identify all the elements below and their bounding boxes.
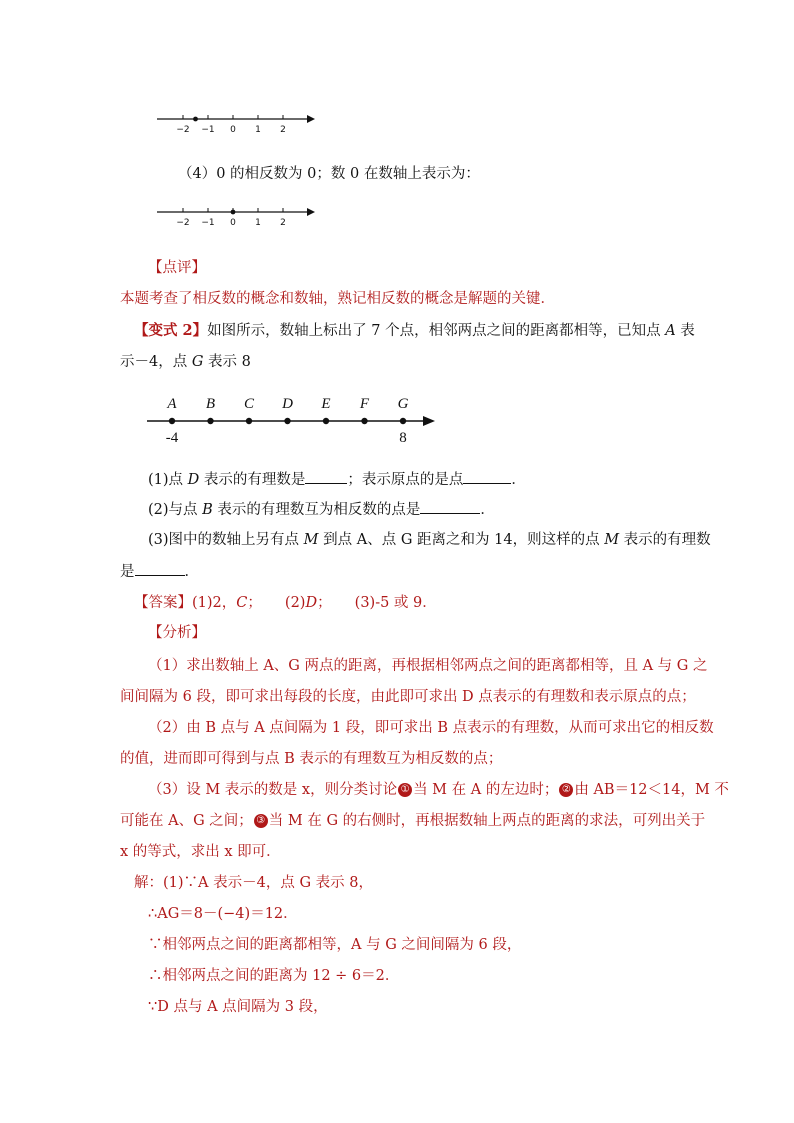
tick-label: 1	[255, 125, 261, 135]
point-f	[361, 418, 367, 424]
answer-tag: 【答案】	[134, 595, 192, 611]
q1-blank1[interactable]	[305, 469, 347, 484]
point-value-a: -4	[165, 430, 179, 446]
solution-5: ∵D 点与 A 点间隔为 3 段，	[148, 999, 328, 1015]
q3-b: 到点 A、点 G 距离之和为 14，则这样的点	[318, 532, 605, 548]
q2-blank[interactable]	[420, 499, 480, 514]
point-label-f: F	[359, 396, 370, 412]
solution-1: 解：(1)∵A 表示－4，点 G 表示 8，	[134, 875, 373, 891]
comment-body	[120, 289, 680, 309]
q3-d: 是	[120, 564, 135, 580]
analysis-p1-line1: （1）求出数轴上 A、G 两点的距离，再根据相邻两点之间的距离都相等，且 A 与 G 之	[148, 658, 708, 674]
variant2-line2a: 示－4，点	[120, 354, 192, 370]
point-e	[323, 418, 329, 424]
q3-c: 表示的有理数	[619, 532, 711, 548]
q1-D: D	[187, 472, 200, 488]
answer-2-D: D	[305, 595, 318, 611]
question-2	[148, 499, 708, 520]
analysis-p3-b: 当 M 在 A 的左边时；	[413, 782, 559, 798]
q3-e: ．	[184, 564, 199, 580]
point-dot	[231, 210, 236, 215]
solution-3: ∵相邻两点之间的距离都相等，A 与 G 之间间隔为 6 段，	[148, 937, 522, 953]
analysis-p3-line1	[148, 780, 729, 800]
number-line-2	[155, 201, 320, 231]
analysis-p2-line1: （2）由 B 点与 A 点间隔为 1 段，即可求出 B 点表示的有理数，从而可求出它的相反数	[148, 720, 714, 736]
point-label-a: A	[167, 396, 177, 412]
q2-B: B	[202, 502, 213, 518]
answer-3: (3)-5 或 9．	[354, 595, 437, 611]
tick-label: 1	[255, 218, 261, 228]
variant2-line2	[120, 352, 680, 372]
number-line-big	[145, 390, 445, 450]
circled-three: ③	[254, 814, 268, 828]
q2-c: ．	[480, 502, 495, 518]
tick-label: −2	[176, 125, 190, 135]
tick-label: 0	[230, 125, 236, 135]
answer-1: (1)2，	[192, 595, 237, 611]
tick-label: −1	[201, 125, 215, 135]
q3-blank[interactable]	[135, 561, 185, 576]
answer-1-C: C	[236, 595, 248, 611]
q3-a: (3)图中的数轴上另有点	[148, 532, 304, 548]
point-d	[284, 418, 290, 424]
variant2-line2b: 表示 8	[203, 354, 251, 370]
analysis-p3-line2	[120, 811, 706, 831]
answer-1-sep: ；	[247, 595, 262, 611]
answer-line	[134, 593, 694, 613]
point-value-g: 8	[399, 430, 407, 446]
circled-one: ①	[398, 783, 412, 797]
variant2-text2: 表	[675, 323, 695, 339]
variant2-G: G	[191, 354, 204, 370]
point-label-g: G	[397, 396, 409, 412]
analysis-p3-d: 可能在 A、G 之间；	[120, 813, 253, 829]
analysis-p3-line3: x 的等式，求出 x 即可．	[120, 844, 281, 860]
q1-a: (1)点	[148, 472, 188, 488]
q3-M: M	[303, 532, 319, 548]
q2-b: 表示的有理数互为相反数的点是	[212, 502, 421, 518]
variant2-text1: 如图所示，数轴上标出了 7 个点，相邻两点之间的距离都相等，已知点	[207, 323, 666, 339]
tick-label: 2	[280, 125, 286, 135]
question-3	[148, 530, 711, 550]
answer-2-sep: ；	[317, 595, 332, 611]
tick-label: 0	[230, 218, 236, 228]
q3-M2: M	[604, 532, 620, 548]
analysis-p1-line2: 间间隔为 6 段，即可求出每段的长度，由此即可求出 D 点表示的有理数和表示原点的点；	[120, 689, 696, 705]
point-a	[169, 418, 175, 424]
comment-heading: 【点评】	[148, 260, 206, 276]
analysis-p3-a: （3）设 M 表示的数是 x，则分类讨论	[148, 782, 398, 798]
question-1	[148, 469, 708, 490]
point-label-b: B	[205, 396, 216, 412]
part4-text: （4）0 的相反数为 0；数 0 在数轴上表示为：	[178, 166, 480, 182]
tick-label: −1	[201, 218, 215, 228]
variant2-tag: 【变式 2】	[134, 322, 208, 339]
answer-2: (2)	[284, 595, 306, 611]
number-line-1	[155, 108, 320, 138]
tick-label: 2	[280, 218, 286, 228]
point-label-d: D	[282, 396, 293, 412]
variant2-line1	[134, 321, 694, 341]
q1-c: ；表示原点的是点	[347, 472, 464, 488]
analysis-p3-e: 当 M 在 G 的右侧时，再根据数轴上两点的距离的求法，可列出关于	[268, 813, 706, 829]
point-g	[400, 418, 406, 424]
analysis-heading: 【分析】	[148, 625, 206, 641]
q1-blank2[interactable]	[463, 469, 511, 484]
point-label-c: C	[243, 396, 255, 412]
solution-4: ∴相邻两点之间的距离为 12 ÷ 6＝2．	[148, 968, 400, 984]
solution-2: ∴AG＝8－(−4)＝12．	[148, 906, 298, 922]
circled-two: ②	[559, 783, 573, 797]
variant2-A: A	[665, 323, 676, 339]
question-3-cont	[120, 561, 680, 582]
analysis-p3-c: 由 AB＝12＜14，M 不	[574, 782, 729, 798]
point-label-e: E	[321, 396, 331, 412]
point-b	[207, 418, 213, 424]
q2-a: (2)与点	[148, 502, 203, 518]
tick-label: −2	[176, 218, 190, 228]
analysis-p2-line2: 的值，进而即可得到与点 B 表示的有理数互为相反数的点；	[120, 751, 503, 767]
point-c	[246, 418, 252, 424]
point-dot	[193, 117, 198, 122]
comment-body-text: 本题考查了相反数的概念和数轴，熟记相反数的概念是解题的关键．	[120, 291, 555, 307]
q1-b: 表示的有理数是	[199, 472, 306, 488]
q1-d: ．	[511, 472, 526, 488]
